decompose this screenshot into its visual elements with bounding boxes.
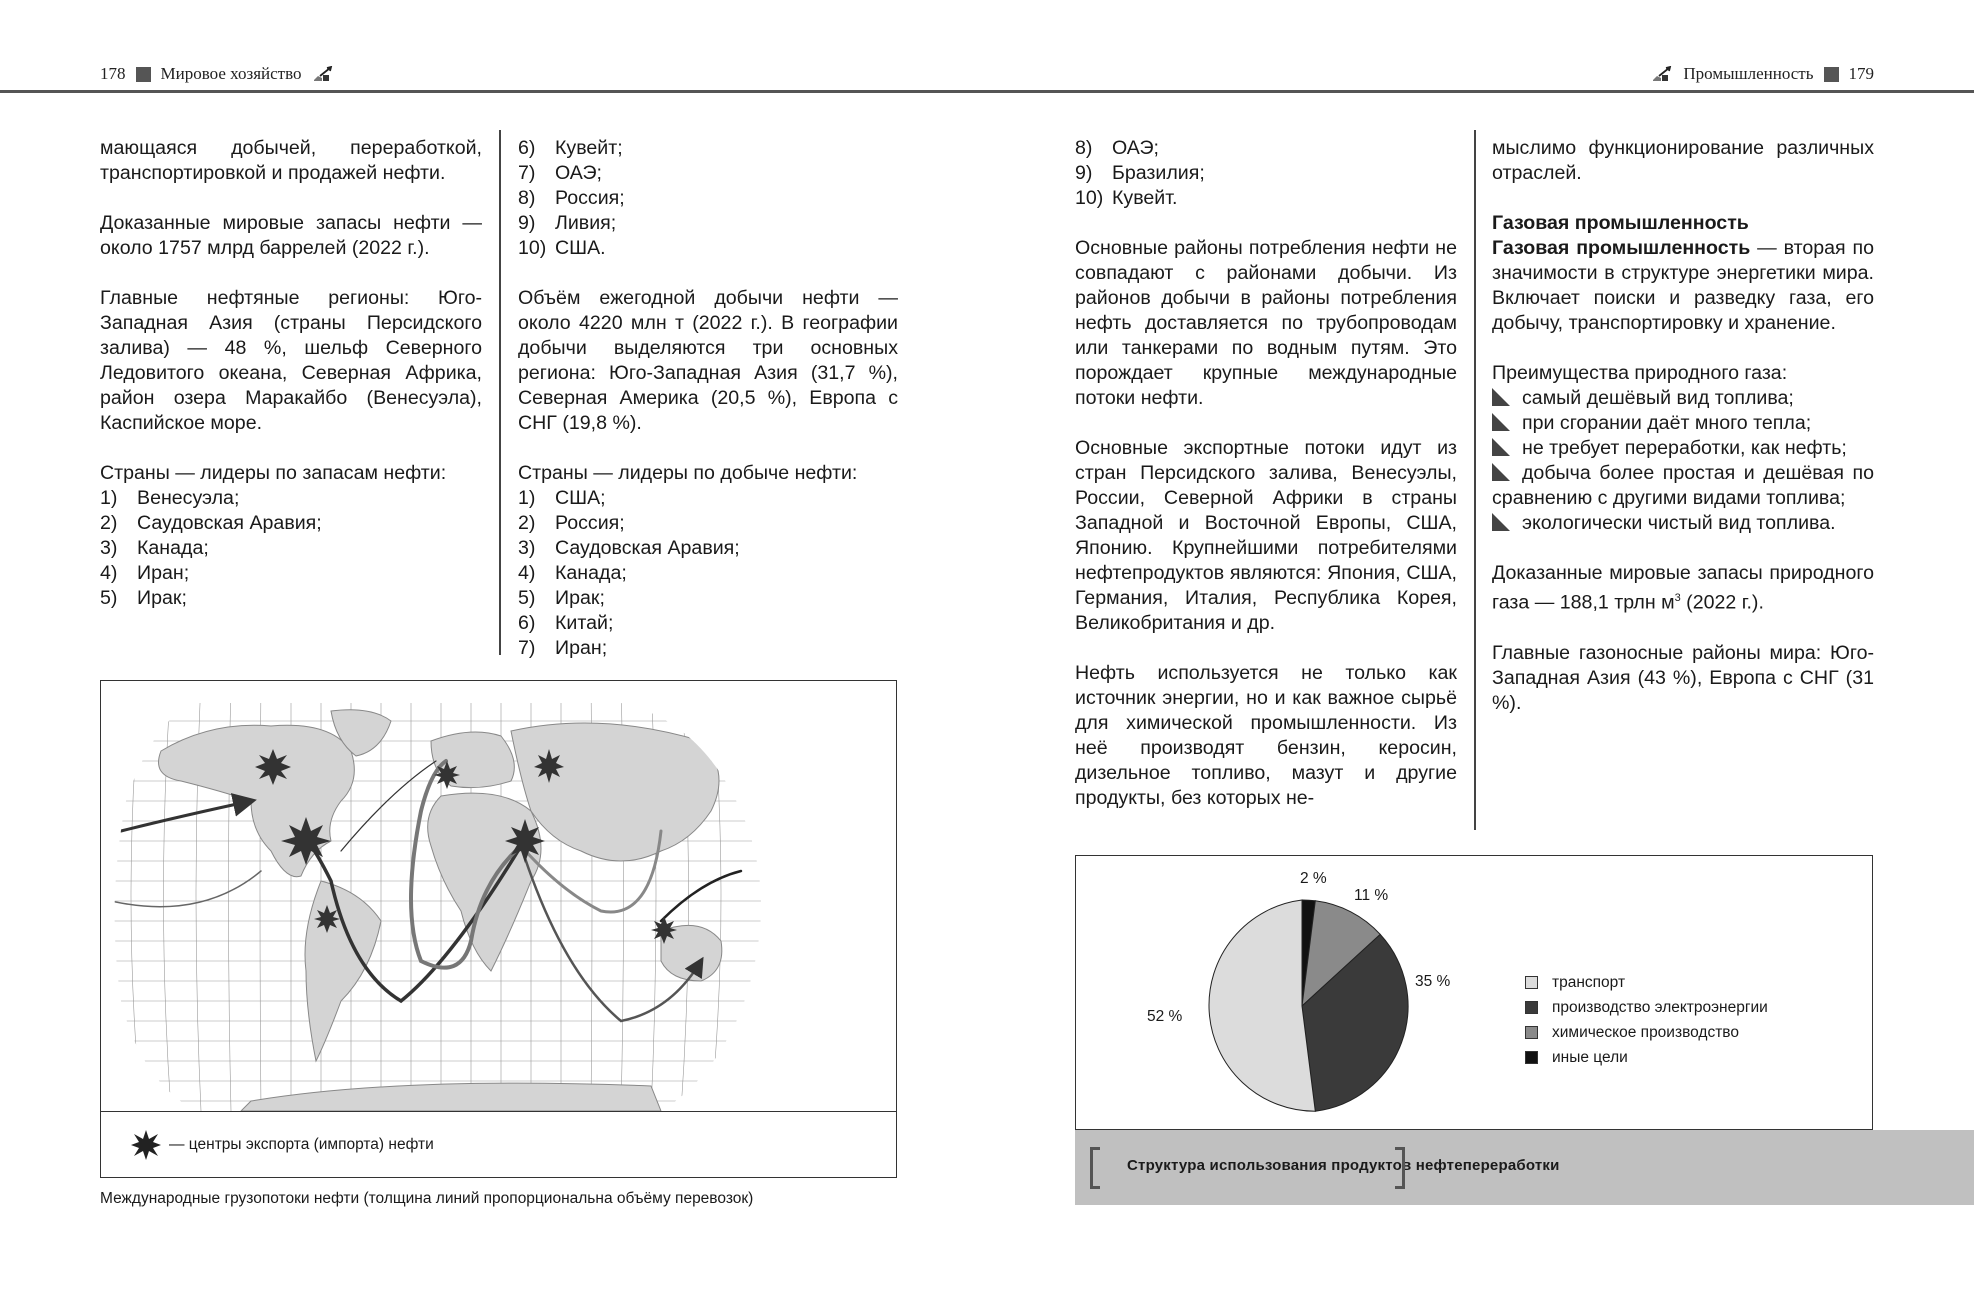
column-divider <box>499 130 501 655</box>
section-title-right: Промышленность <box>1683 64 1814 83</box>
paragraph: Доказанные мировые запасы природного газа — 188,1 трлн $м^3$ (2022 г.). <box>1492 562 1874 614</box>
right-page-column-2 <box>1492 136 1874 741</box>
pie-label-power: 35 % <box>1415 973 1451 990</box>
list-item: 7) Иран; <box>518 637 608 659</box>
list-item: самый дешёвый вид топлива; <box>1492 386 1874 411</box>
pie-slice-transport <box>1209 900 1315 1111</box>
triangle-bullet-icon <box>1492 513 1510 531</box>
legend-item-power: производство электроэнергии <box>1525 995 1768 1020</box>
chart-caption: Структура использования продуктов нефтепереработки <box>1127 1157 1560 1174</box>
list-item: экологически чистый вид топлива. <box>1492 511 1874 536</box>
list-item: 10) Кувейт. <box>1075 187 1178 209</box>
list-item: 1) США; <box>518 487 606 509</box>
export-center-star-icon <box>131 1130 161 1160</box>
chart-caption-band <box>1075 1130 1974 1205</box>
list-item: добыча более простая и дешёвая по сравнению с другими видами топлива; <box>1492 462 1874 509</box>
triangle-bullet-icon <box>1492 463 1510 481</box>
map-legend-label: — центры экспорта (импорта) нефти <box>169 1135 434 1153</box>
square-bullet-icon <box>136 67 151 82</box>
list-item: 4) Иран; <box>100 562 190 584</box>
swatch-icon <box>1525 1051 1538 1064</box>
page-number-left: 178 <box>100 64 126 83</box>
list-item: 5) Ирак; <box>518 587 605 609</box>
swatch-icon <box>1525 976 1538 989</box>
section-heading-gas-industry: Газовая промышленность <box>1492 212 1749 234</box>
legend-item-other: иные цели <box>1525 1045 1768 1070</box>
square-bullet-icon <box>1824 67 1839 82</box>
production-leaders-list <box>518 486 898 661</box>
pie-label-chemical: 11 % <box>1354 887 1389 904</box>
reserves-leaders-list <box>100 486 482 611</box>
swatch-icon <box>1525 1001 1538 1014</box>
paragraph: мающаяся добычей, переработкой, транспортировкой и продажей нефти. <box>100 137 482 184</box>
paragraph: мыслимо функционирование различных отраслей. <box>1492 137 1874 184</box>
list-item: 9) Ливия; <box>518 212 617 234</box>
list-heading: Страны — лидеры по добыче нефти: <box>518 462 858 484</box>
map-legend <box>101 1111 896 1177</box>
industry-chart-icon <box>312 66 334 82</box>
right-page-header <box>1651 64 1874 84</box>
production-leaders-list-continued <box>1075 136 1457 211</box>
triangle-bullet-icon <box>1492 438 1510 456</box>
left-page-column-1 <box>100 136 482 611</box>
list-item: не требует переработки, как нефть; <box>1492 436 1874 461</box>
right-page-column-1 <box>1075 136 1457 836</box>
paragraph: Основные районы потребления нефти не совпадают с районами добычи. Из районов добычи в районы потребления нефть доставляется по трубопроводам или танкерами по водным путям. Это порождает крупные международные потоки нефти. <box>1075 237 1457 409</box>
left-page-column-2 <box>518 136 898 661</box>
triangle-bullet-icon <box>1492 388 1510 406</box>
swatch-icon <box>1525 1026 1538 1039</box>
industry-chart-icon <box>1651 66 1673 82</box>
page-number-right: 179 <box>1848 64 1874 83</box>
header-rule <box>0 90 1974 93</box>
left-page-header <box>100 64 334 84</box>
list-item: 5) Ирак; <box>100 587 187 609</box>
reserves-leaders-list-continued <box>518 136 898 261</box>
list-item: 1) Венесуэла; <box>100 487 240 509</box>
map-caption: Международные грузопотоки нефти (толщина линий пропорциональна объёму перевозок) <box>100 1190 754 1207</box>
list-item: при сгорании даёт много тепла; <box>1492 411 1874 436</box>
paragraph: Основные экспортные потоки идут из стран Персидского залива, Венесуэлы, России, Северной Африки в страны Западной и Восточной Европы, США, Японию. Крупнейшими потребителями нефтепродуктов являются: Япония, США, Германия, Италия, Республика Корея, Великобритания и др. <box>1075 437 1457 634</box>
paragraph: Главные нефтяные регионы: Юго-Западная Азия (страны Персидского залива) — 48 %, шельф Северного Ледовитого океана, Северная Африка, район озера Маракайбо (Венесуэла), Каспийское море. <box>100 287 482 434</box>
bracket-right-icon <box>1395 1147 1405 1189</box>
paragraph: Доказанные мировые запасы нефти — около 1757 млрд баррелей (2022 г.). <box>100 212 482 259</box>
list-item: 7) ОАЭ; <box>518 162 602 184</box>
legend-item-chemical: химическое производство <box>1525 1020 1768 1045</box>
list-item: 3) Саудовская Аравия; <box>518 537 740 559</box>
list-item: 3) Канада; <box>100 537 209 559</box>
bracket-left-icon <box>1090 1147 1100 1189</box>
list-item: 4) Канада; <box>518 562 627 584</box>
list-item: 8) Россия; <box>518 187 625 209</box>
paragraph: Главные газоносные районы мира: Юго-Западная Азия (43 %), Европа с СНГ (31 %). <box>1492 641 1874 714</box>
paragraph: Нефть используется не только как источник энергии, но и как важное сырьё для химической промышленности. Из неё производят бензин, керосин, дизельное топливо, мазут и другие продукты, без которых не- <box>1075 662 1457 809</box>
gas-advantages-list <box>1492 386 1874 536</box>
list-item: 6) Китай; <box>518 612 614 634</box>
list-heading: Страны — лидеры по запасам нефти: <box>100 462 447 484</box>
defined-term: Газовая промышленность <box>1492 237 1751 259</box>
column-divider <box>1474 130 1476 830</box>
list-heading: Преимущества природного газа: <box>1492 362 1788 384</box>
world-map <box>101 681 895 1111</box>
pie-label-other: 2 % <box>1300 870 1327 887</box>
pie-legend <box>1525 970 1768 1070</box>
list-item: 10) США. <box>518 237 606 259</box>
list-item: 8) ОАЭ; <box>1075 137 1159 159</box>
pie-label-transport: 52 % <box>1147 1008 1183 1025</box>
section-title-left: Мировое хозяйство <box>160 64 302 83</box>
list-item: 2) Саудовская Аравия; <box>100 512 322 534</box>
list-item: 6) Кувейт; <box>518 137 623 159</box>
list-item: 2) Россия; <box>518 512 625 534</box>
paragraph: Газовая промышленность — вторая по значимости в структуре энергетики мира. Включает поиски и разведку газа, его добычу, транспортировку и хранение. <box>1492 237 1874 334</box>
legend-item-transport: транспорт <box>1525 970 1768 995</box>
oil-flows-map-figure <box>100 680 897 1178</box>
paragraph: Объём ежегодной добычи нефти — около 4220 млн т (2022 г.). В географии добычи выделяются три основных региона: Юго-Западная Азия (31,7 %), Северная Америка (20,5 %), Европа с СНГ (19,8 %). <box>518 287 898 434</box>
list-item: 9) Бразилия; <box>1075 162 1205 184</box>
triangle-bullet-icon <box>1492 413 1510 431</box>
